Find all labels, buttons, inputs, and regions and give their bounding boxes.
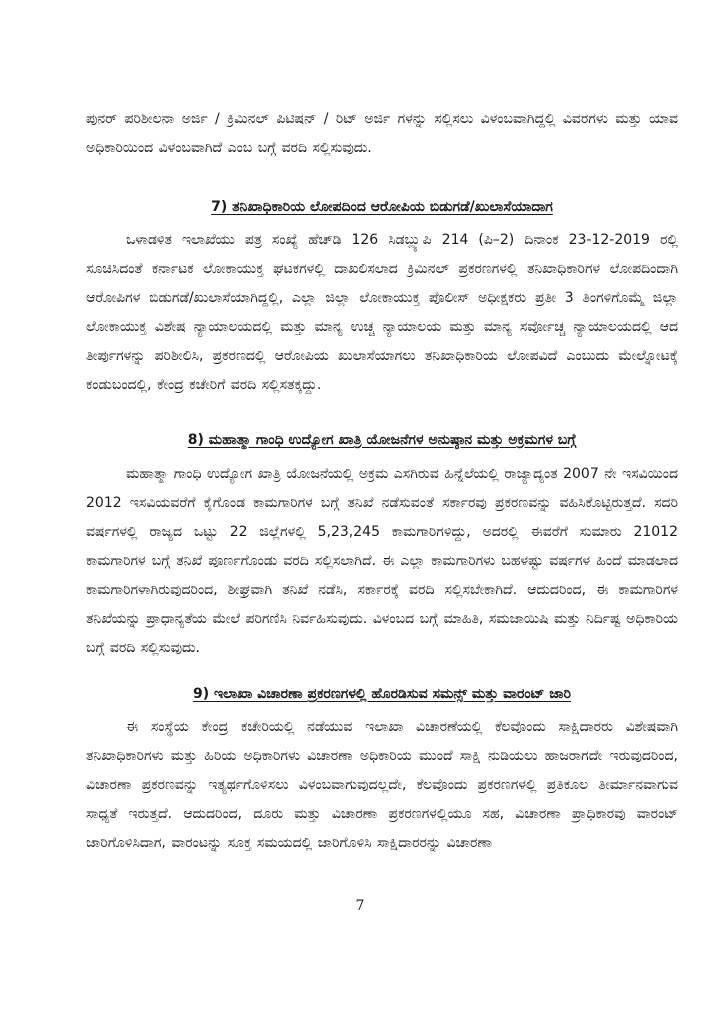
section-8-heading	[86, 430, 678, 450]
section-7-heading	[86, 197, 678, 217]
section-9-heading	[86, 684, 678, 704]
section-9-heading-text: 9) ಇಲಾಖಾ ವಿಚಾರಣಾ ಪ್ರಕರಣಗಳಲ್ಲಿ ಹೊರಡಿಸುವ ಸಮನ್ಸ್ ಮತ್ತು ವಾರಂಟ್ ಜಾರಿ	[193, 686, 571, 702]
section-8-heading-text: 8) ಮಹಾತ್ಮಾ ಗಾಂಧಿ ಉದ್ಯೋಗ ಖಾತ್ರಿ ಯೋಜನೆಗಳ ಅನುಷ್ಠಾನ ಮತ್ತು ಅಕ್ರಮಗಳ ಬಗ್ಗೆ	[187, 432, 577, 448]
section-7-body: ಒಳಾಡಳಿತ ಇಲಾಖೆಯು ಪತ್ರ ಸಂಖ್ಯೆ ಹೆಚ್‌ಡಿ 126 ಸಿಡಬ್ಲ್ಯುಪಿ 214 (ಪಿ–2) ದಿನಾಂಕ 23-12-2019 ರಲ್ಲಿ ಸೂಚಿಸಿದಂತೆ ಕರ್ನಾಟಕ ಲೋಕಾಯುಕ್ತ ಘಟಕಗಳಲ್ಲಿ ದಾಖಲಿಸಲಾದ ಕ್ರಿಮಿನಲ್ ಪ್ರಕರಣಗಳಲ್ಲಿ ತನಿಖಾಧಿಕಾರಿಗಳ ಲೋಪದಿಂದಾಗಿ ಆರೋಪಿಗಳ ಬಿಡುಗಡೆ/ಖುಲಾಸೆಯಾಗಿದ್ದಲ್ಲಿ, ಎಲ್ಲಾ ಜಿಲ್ಲಾ ಲೋಕಾಯುಕ್ತ ಪೊಲೀಸ್ ಅಧೀಕ್ಷಕರು ಪ್ರತೀ 3 ತಿಂಗಳಿಗೊಮ್ಮೆ ಜಿಲ್ಲಾ ಲೋಕಾಯುಕ್ತ ವಿಶೇಷ ನ್ಯಾಯಾಲಯದಲ್ಲಿ ಮತ್ತು ಮಾನ್ಯ ಉಚ್ಚ ನ್ಯಾಯಾಲಯ ಮತ್ತು ಮಾನ್ಯ ಸರ್ವೋಚ್ಚ ನ್ಯಾಯಾಲಯದಲ್ಲಿ ಆದ ತೀರ್ಪುಗಳನ್ನು ಪರಿಶೀಲಿಸಿ, ಪ್ರಕರಣದಲ್ಲಿ ಆರೋಪಿಯ ಖುಲಾಸೆಯಾಗಲು ತನಿಖಾಧಿಕಾರಿಯ ಲೋಪವಿದೆ ಎಂಬುದು ಮೇಲ್ನೋಟಕ್ಕೆ ಕಂಡುಬಂದಲ್ಲಿ, ಕೇಂದ್ರ ಕಚೇರಿಗೆ ವರದಿ ಸಲ್ಲಿಸತಕ್ಕದ್ದು.	[86, 232, 678, 393]
intro-paragraph: ಪುನರ್ ಪರಿಶೀಲನಾ ಅರ್ಜಿ / ಕ್ರಿಮಿನಲ್ ಪಿಟಿಷನ್ / ರಿಟ್ ಅರ್ಜಿ ಗಳನ್ನು ಸಲ್ಲಿಸಲು ವಿಳಂಬವಾಗಿದ್ದಲ್ಲಿ ವಿವರಗಳು ಮತ್ತು ಯಾವ ಅಧಿಕಾರಿಯಿಂದ ವಿಳಂಬವಾಗಿದೆ ಎಂಬ ಬಗ್ಗೆ ವರದಿ ಸಲ್ಲಿಸುವುದು.	[86, 111, 678, 156]
section-7-heading-text: 7) ತನಿಖಾಧಿಕಾರಿಯ ಲೋಪದಿಂದ ಆರೋಪಿಯ ಬಿಡುಗಡೆ/ಖುಲಾಸೆಯಾದಾಗ	[211, 199, 553, 215]
section-9-body: ಈ ಸಂಸ್ಥೆಯ ಕೇಂದ್ರ ಕಚೇರಿಯಲ್ಲಿ ನಡೆಯುವ ಇಲಾಖಾ ವಿಚಾರಣೆಯಲ್ಲಿ ಕೆಲವೊಂದು ಸಾಕ್ಷಿದಾರರು ವಿಶೇಷವಾಗಿ ತನಿಖಾಧಿಕಾರಿಗಳು ಮತ್ತು ಹಿರಿಯ ಅಧಿಕಾರಿಗಳು ವಿಚಾರಣಾ ಅಧಿಕಾರಿಯ ಮುಂದೆ ಸಾಕ್ಷಿ ನುಡಿಯಲು ಹಾಜರಾಗದೇ ಇರುವುದರಿಂದ, ವಿಚಾರಣಾ ಪ್ರಕರಣವನ್ನು ಇತ್ಯರ್ಥಗೊಳಿಸಲು ವಿಳಂಬವಾಗುವುದಲ್ಲದೇ, ಕೆಲವೊಂದು ಪ್ರಕರಣಗಳಲ್ಲಿ ಪ್ರತಿಕೂಲ ತೀರ್ಮಾನವಾಗುವ ಸಾಧ್ಯತೆ ಇರುತ್ತದೆ. ಆದುದರಿಂದ, ದೂರು ಮತ್ತು ವಿಚಾರಣಾ ಪ್ರಕರಣಗಳಲ್ಲಿಯೂ ಸಹ, ವಿಚಾರಣಾ ಪ್ರಾಧಿಕಾರವು ವಾರಂಟ್ ಜಾರಿಗೊಳಿಸಿದಾಗ, ವಾರಂಟನ್ನು ಸೂಕ್ತ ಸಮಯದಲ್ಲಿ ಜಾರಿಗೊಳಿಸಿ ಸಾಕ್ಷಿದಾರರನ್ನು ವಿಚಾರಣಾ	[86, 719, 678, 851]
page-number: 7	[355, 898, 365, 914]
section-8-body: ಮಹಾತ್ಮಾ ಗಾಂಧಿ ಉದ್ಯೋಗ ಖಾತ್ರಿ ಯೋಜನೆಯಲ್ಲಿ ಅಕ್ರಮ ಎಸಗಿರುವ ಹಿನ್ನೆಲೆಯಲ್ಲಿ ರಾಜ್ಯಾದ್ಯಂತ 2007 ನೇ ಇಸವಿಯಿಂದ 2012 ಇಸವಿಯವರೆಗೆ ಕೈಗೊಂಡ ಕಾಮಗಾರಿಗಳ ಬಗ್ಗೆ ತನಿಖೆ ನಡೆಸುವಂತೆ ಸರ್ಕಾರವು ಪ್ರಕರಣವನ್ನು ವಹಿಸಿಕೊಟ್ಟಿರುತ್ತದೆ. ಸದರಿ ವರ್ಷಗಳಲ್ಲಿ ರಾಜ್ಯದ ಒಟ್ಟು 22 ಜಿಲ್ಲೆಗಳಲ್ಲಿ 5,23,245 ಕಾಮಗಾರಿಗಳಿದ್ದು, ಅದರಲ್ಲಿ ಈವರೆಗೆ ಸುಮಾರು 21012 ಕಾಮಗಾರಿಗಳ ಬಗ್ಗೆ ತನಿಖೆ ಪೂರ್ಣಗೊಂಡು ವರದಿ ಸಲ್ಲಿಸಲಾಗಿದೆ. ಈ ಎಲ್ಲಾ ಕಾಮಗಾರಿಗಳು ಬಹಳಷ್ಟು ವರ್ಷಗಳ ಹಿಂದೆ ಮಾಡಲಾದ ಕಾಮಗಾರಿಗಳಾಗಿರುವುದರಿಂದ, ಶೀಘ್ರವಾಗಿ ತನಿಖೆ ನಡೆಸಿ, ಸರ್ಕಾರಕ್ಕೆ ವರದಿ ಸಲ್ಲಿಸಬೇಕಾಗಿದೆ. ಆದುದರಿಂದ, ಈ ಕಾಮಗಾರಿಗಳ ತನಿಖೆಯನ್ನು ಪ್ರಾಧಾನ್ಯತೆಯ ಮೇಲೆ ಪರಿಗಣಿಸಿ ನಿರ್ವಹಿಸುವುದು. ವಿಳಂಬದ ಬಗ್ಗೆ ಮಾಹಿತಿ, ಸಮಜಾಯಿಷಿ ಮತ್ತು ನಿರ್ದಿಷ್ಟ ಅಧಿಕಾರಿಯ ಬಗ್ಗೆ ವರದಿ ಸಲ್ಲಿಸುವುದು.	[86, 466, 678, 656]
